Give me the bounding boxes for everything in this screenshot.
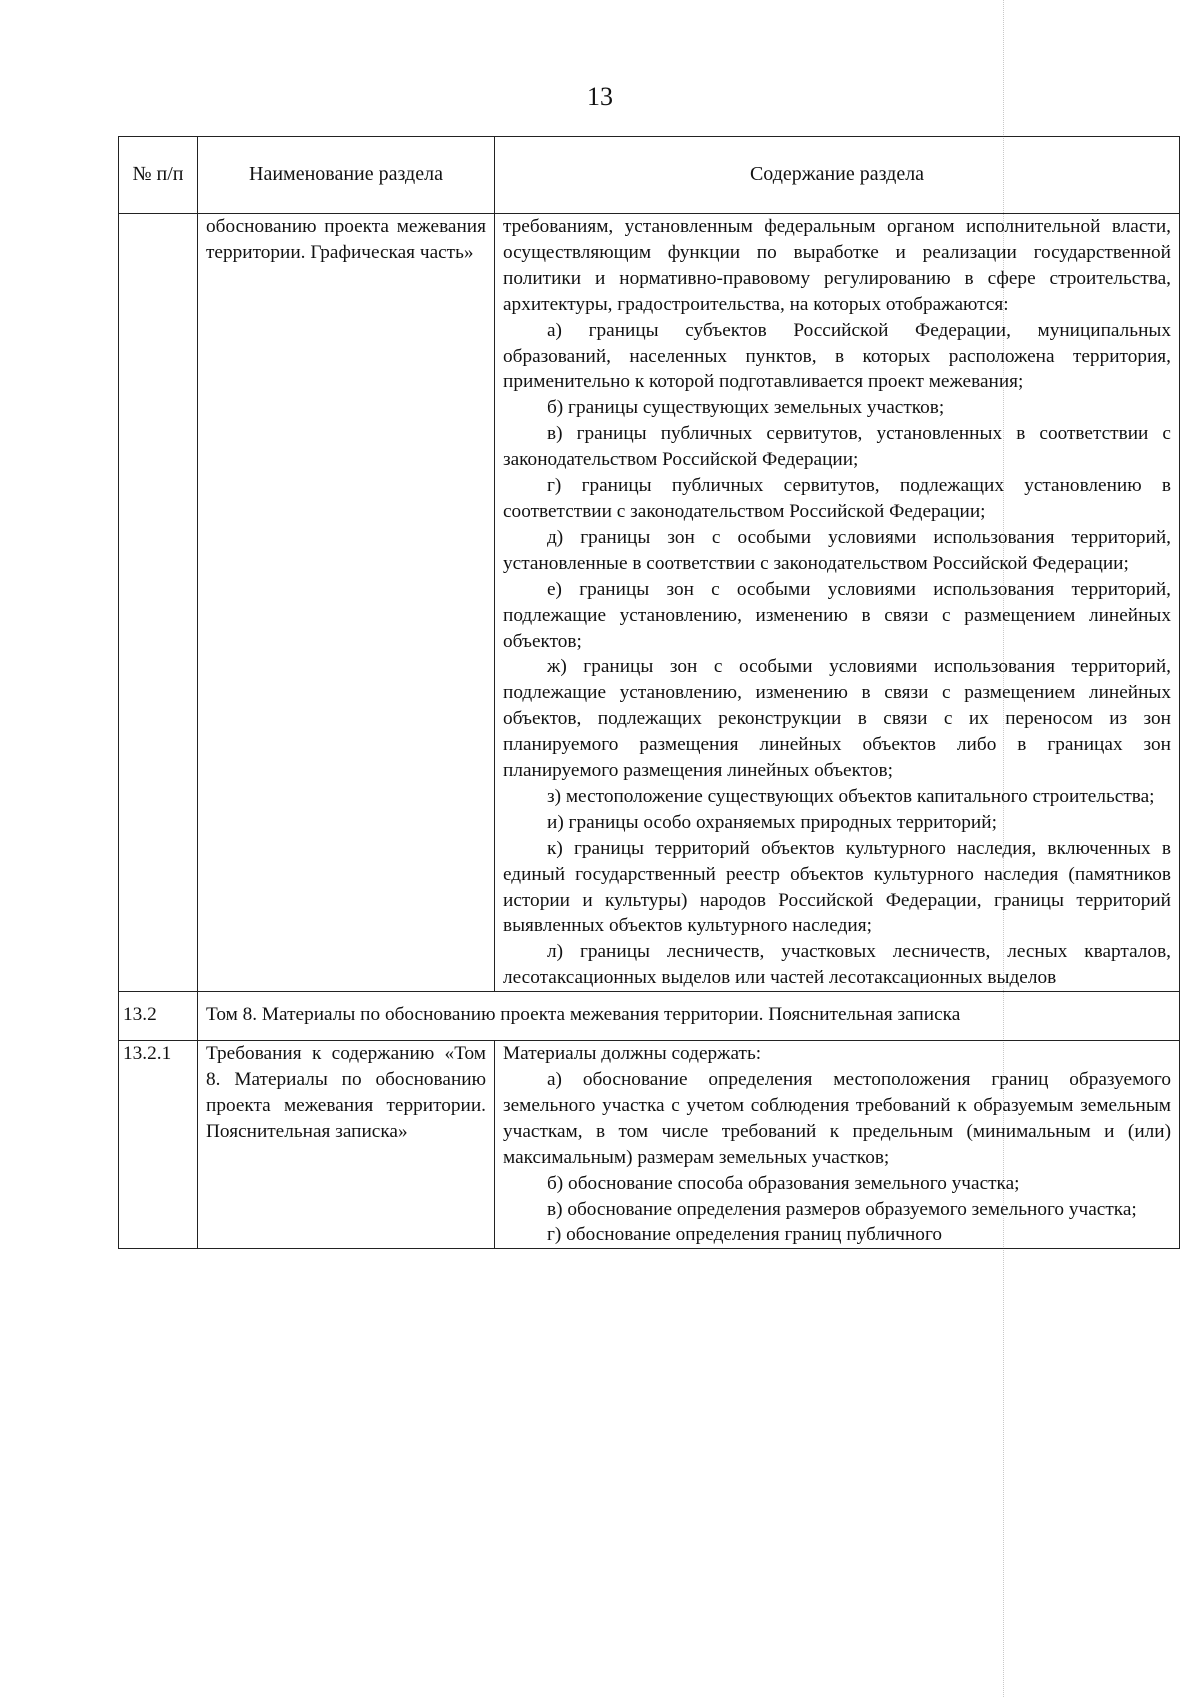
header-num: № п/п bbox=[119, 137, 198, 214]
row-name-cell: обоснованию проекта межевания территории. Графическая часть» bbox=[198, 214, 495, 992]
list-item: е) границы зон с особыми условиями использования территорий, подлежащие установлению, изменению в связи с размещением линейных объектов; bbox=[503, 578, 1171, 652]
list-item: з) местоположение существующих объектов капитального строительства; bbox=[547, 785, 1155, 807]
table-header-row bbox=[119, 137, 1180, 214]
page-number: 13 bbox=[587, 82, 613, 111]
list-item: д) границы зон с особыми условиями использования территорий, установленные в соответствии с законодательством Российской Федерации; bbox=[503, 526, 1171, 574]
section-num-cell: 13.2 bbox=[119, 992, 198, 1041]
section-title-cell: Том 8. Материалы по обоснованию проекта межевания территории. Пояснительная записка bbox=[198, 992, 1180, 1041]
list-item: б) обоснование способа образования земельного участка; bbox=[547, 1172, 1020, 1194]
list-item: б) границы существующих земельных участков; bbox=[547, 397, 945, 419]
header-name: Наименование раздела bbox=[198, 137, 495, 214]
list-item: г) обоснование определения границ публичного bbox=[547, 1224, 943, 1246]
content-intro: Материалы должны содержать: bbox=[503, 1043, 762, 1065]
list-item: а) обоснование определения местоположения границ образуемого земельного участка с учетом соблюдения требований к образуемым земельным участкам, в том числе требований к предельным (минимальным и (или) максимальным) размерам земельных участков; bbox=[503, 1069, 1171, 1168]
sub-content-cell bbox=[495, 1041, 1180, 1249]
header-content: Содержание раздела bbox=[495, 137, 1180, 214]
list-item: ж) границы зон с особыми условиями использования территорий, подлежащие установлению, изменению в связи с размещением линейных объектов, подлежащих реконструкции в связи с их переносом из зон планируемого размещения линейных объектов либо в границах зон планируемого размещения линейных объектов; bbox=[503, 656, 1171, 782]
list-item: в) границы публичных сервитутов, установленных в соответствии с законодательством Российской Федерации; bbox=[503, 423, 1171, 471]
row-num-cell bbox=[119, 214, 198, 992]
list-item: а) границы субъектов Российской Федерации, муниципальных образований, населенных пунктов, в которых расположена территория, применительно к которой подготавливается проект межевания; bbox=[503, 319, 1171, 393]
row-content-cell bbox=[495, 214, 1180, 992]
list-item: к) границы территорий объектов культурного наследия, включенных в единый государственный реестр объектов культурного наследия (памятников истории и культуры) народов Российской Федерации, границы территорий выявленных объектов культурного наследия; bbox=[503, 837, 1171, 937]
list-item: в) обоснование определения размеров образуемого земельного участка; bbox=[547, 1198, 1137, 1220]
sub-name-cell: Требования к содержанию «Том 8. Материалы по обоснованию проекта межевания территории. Пояснительная записка» bbox=[198, 1041, 495, 1249]
table-row-continued bbox=[119, 214, 1180, 992]
table-row-sub bbox=[119, 1041, 1180, 1249]
table-row-section bbox=[119, 992, 1180, 1041]
content-intro: требованиям, установленным федеральным органом исполнительной власти, осуществляющим функции по выработке и реализации государственной политики и нормативно-правовому регулированию в сфере строительства, архитектуры, градостроительства, на которых отображаются: bbox=[503, 216, 1171, 315]
list-item: л) границы лесничеств, участковых лесничеств, лесных кварталов, лесотаксационных выделов или частей лесотаксационных выделов bbox=[503, 941, 1171, 989]
sub-num-cell: 13.2.1 bbox=[119, 1041, 198, 1249]
list-item: и) границы особо охраняемых природных территорий; bbox=[547, 811, 997, 833]
requirements-table bbox=[118, 136, 1180, 1249]
list-item: г) границы публичных сервитутов, подлежащих установлению в соответствии с законодательством Российской Федерации; bbox=[503, 475, 1171, 522]
